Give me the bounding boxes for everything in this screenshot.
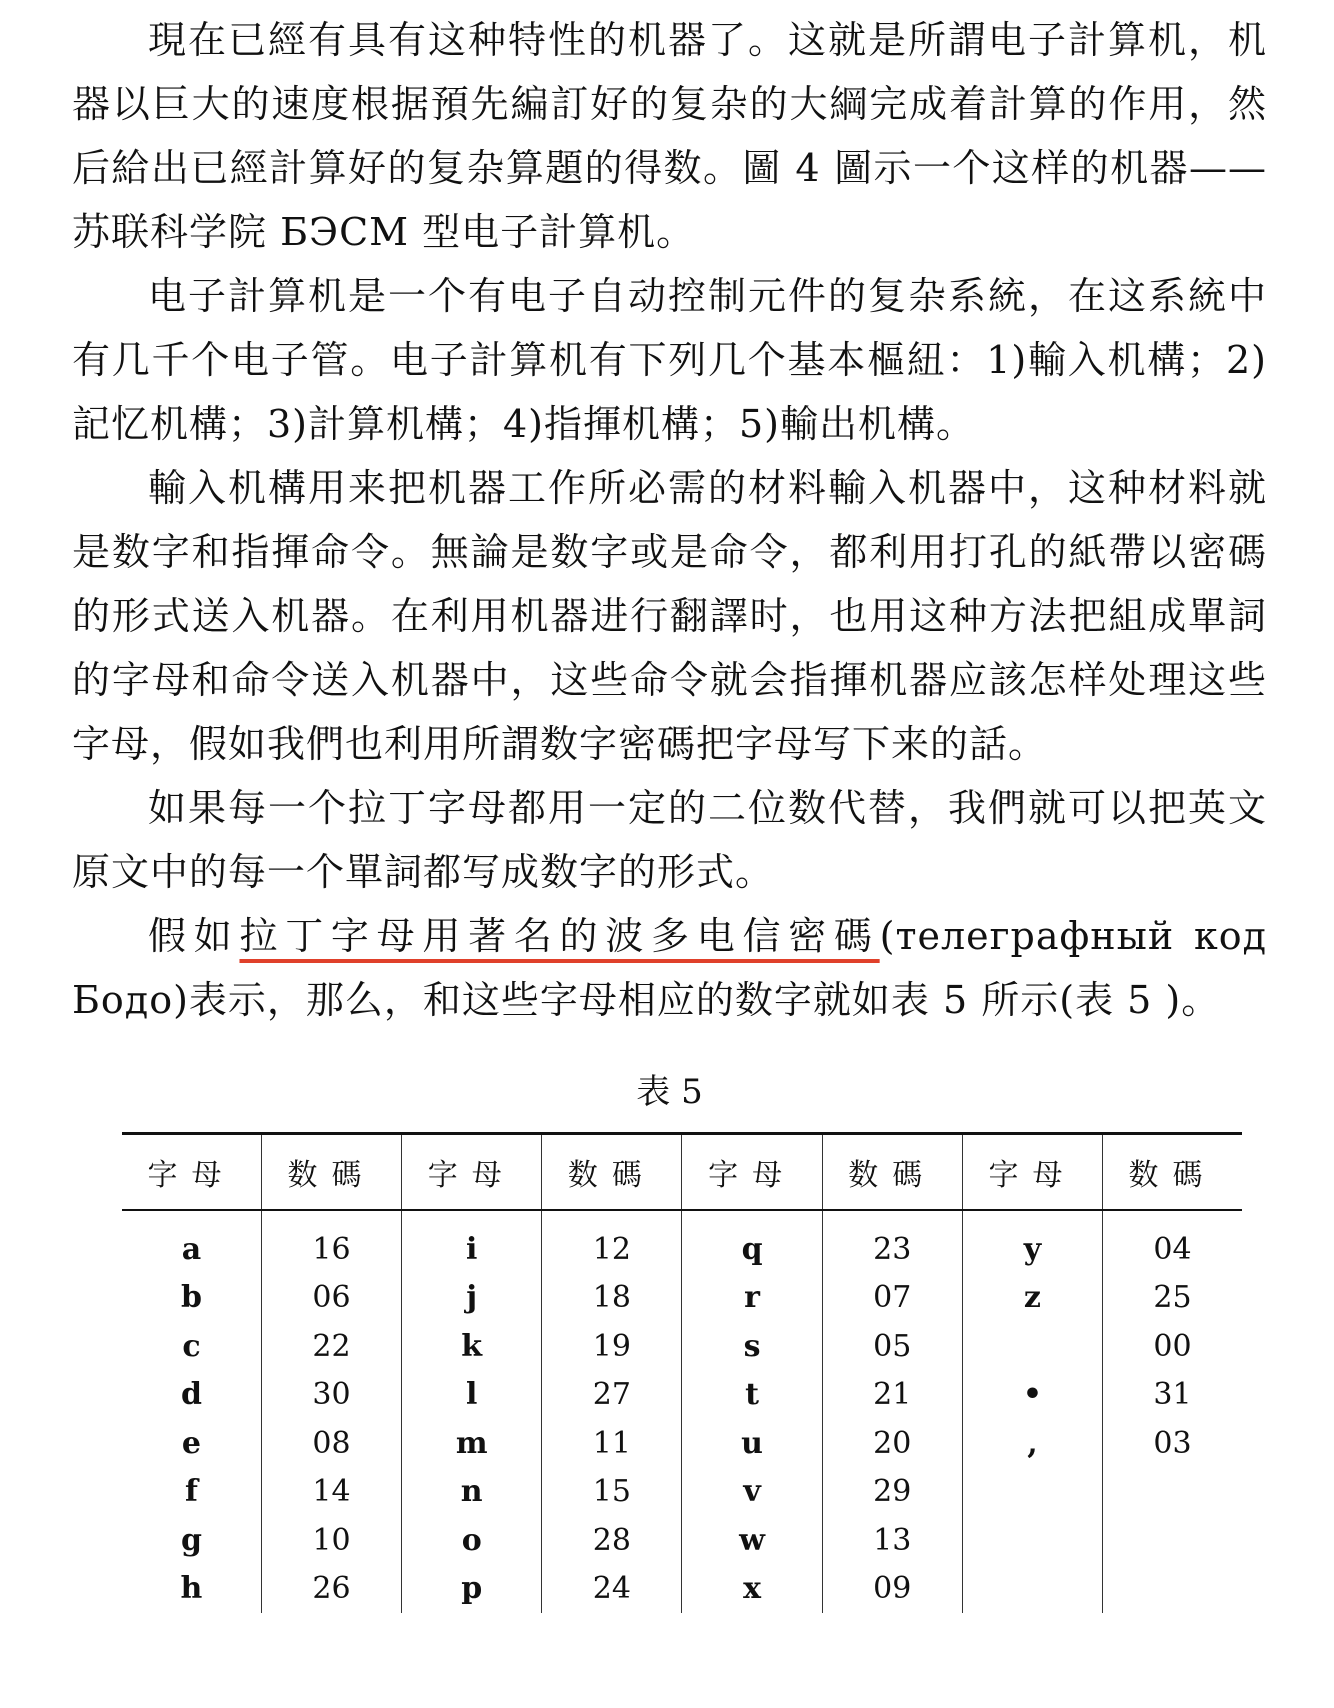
table-row <box>122 1371 1242 1420</box>
header-code: 数碼 <box>822 1134 962 1211</box>
letter-cell: c <box>122 1322 261 1371</box>
code-cell <box>1103 1468 1242 1517</box>
letter-cell: x <box>682 1565 822 1614</box>
code-cell: 11 <box>542 1419 682 1468</box>
letter-cell: p <box>402 1565 542 1614</box>
code-cell: 05 <box>822 1322 962 1371</box>
table-row <box>122 1322 1242 1371</box>
code-cell: 29 <box>822 1468 962 1517</box>
header-letter: 字母 <box>682 1134 822 1211</box>
header-letter: 字母 <box>402 1134 542 1211</box>
paragraph-5-before: 假如 <box>148 914 240 958</box>
header-code: 数碼 <box>542 1134 682 1211</box>
code-cell <box>1103 1565 1242 1614</box>
letter-cell: k <box>402 1322 542 1371</box>
letter-cell: a <box>122 1210 261 1274</box>
table-caption: 表 5 <box>636 1072 703 1112</box>
code-cell: 14 <box>261 1468 401 1517</box>
letter-cell: v <box>682 1468 822 1517</box>
paragraph-5 <box>72 904 1267 1032</box>
code-cell: 00 <box>1153 1328 1192 1364</box>
document-page <box>72 8 1267 1613</box>
letter-cell: q <box>682 1210 822 1274</box>
letter-cell <box>962 1468 1102 1517</box>
letter-cell: y <box>962 1210 1102 1274</box>
table-header-row <box>122 1134 1242 1211</box>
letter-cell: z <box>962 1274 1102 1323</box>
code-cell: 06 <box>261 1274 401 1323</box>
letter-cell: j <box>402 1274 542 1323</box>
letter-cell: i <box>402 1210 542 1274</box>
code-cell: 09 <box>822 1565 962 1614</box>
letter-cell: w <box>682 1516 822 1565</box>
code-cell: 25 <box>1153 1280 1192 1316</box>
code-cell: 19 <box>542 1322 682 1371</box>
table-row <box>122 1419 1242 1468</box>
letter-cell: l <box>402 1371 542 1420</box>
paragraph-3: 輸入机構用来把机器工作所必需的材料輸入机器中，这种材料就是数字和指揮命令。無論是数字或是命令，都利用打孔的紙帶以密碼的形式送入机器。在利用机器进行翻譯时，也用这种方法把組成單詞的字母和命令送入机器中，这些命令就会指揮机器应該怎样处理这些字母，假如我們也利用所謂数字密碼把字母写下来的話。 <box>72 466 1267 766</box>
underlined-phrase: 拉丁字母用著名的波多电信密碼 <box>239 914 880 958</box>
letter-cell: t <box>682 1371 822 1420</box>
code-cell: 20 <box>822 1419 962 1468</box>
table-body <box>122 1210 1242 1613</box>
code-cell: 18 <box>542 1274 682 1323</box>
header-code: 数碼 <box>1128 1158 1217 1193</box>
code-cell: 24 <box>542 1565 682 1614</box>
letter-cell: g <box>122 1516 261 1565</box>
letter-cell: s <box>682 1322 822 1371</box>
code-cell: 31 <box>1153 1377 1192 1413</box>
letter-cell <box>962 1322 1102 1371</box>
baudot-code-table <box>122 1132 1242 1613</box>
letter-cell: f <box>122 1468 261 1517</box>
table-row <box>122 1516 1242 1565</box>
table-row <box>122 1565 1242 1614</box>
letter-cell: h <box>122 1565 261 1614</box>
code-cell: 23 <box>822 1210 962 1274</box>
code-cell: 13 <box>822 1516 962 1565</box>
letter-cell: m <box>402 1419 542 1468</box>
letter-cell: e <box>122 1419 261 1468</box>
header-letter: 字母 <box>962 1134 1102 1211</box>
code-cell: 16 <box>261 1210 401 1274</box>
paragraph-5-after: (телеграфный код Бодо)表示，那么，和这些字母相应的数字就如表 5 所示(表 5 )。 <box>72 914 1267 1022</box>
code-cell: 07 <box>822 1274 962 1323</box>
letter-cell <box>962 1516 1102 1565</box>
code-cell: 26 <box>261 1565 401 1614</box>
code-cell: 27 <box>542 1371 682 1420</box>
code-cell: 15 <box>542 1468 682 1517</box>
table-row <box>122 1274 1242 1323</box>
letter-cell: , <box>962 1419 1102 1468</box>
paragraph-2: 电子計算机是一个有电子自动控制元件的复杂系統，在这系統中有几千个电子管。电子計算机有下列几个基本樞紐：1)輸入机構；2)記忆机構；3)計算机構；4)指揮机構；5)輸出机構。 <box>72 274 1267 446</box>
code-cell: 30 <box>261 1371 401 1420</box>
letter-cell: d <box>122 1371 261 1420</box>
code-cell: 12 <box>542 1210 682 1274</box>
code-cell: 21 <box>822 1371 962 1420</box>
letter-cell: r <box>682 1274 822 1323</box>
letter-cell <box>962 1565 1102 1614</box>
code-cell <box>1103 1516 1242 1565</box>
table-row <box>122 1210 1242 1274</box>
letter-cell: b <box>122 1274 261 1323</box>
letter-cell: n <box>402 1468 542 1517</box>
code-cell: 10 <box>261 1516 401 1565</box>
paragraph-1: 現在已經有具有这种特性的机器了。这就是所謂电子計算机，机器以巨大的速度根据預先編訂好的复杂的大綱完成着計算的作用，然后給出已經計算好的复杂算題的得数。圖 4 圖示一个这样的机器——苏联科学院 БЭСМ 型电子計算机。 <box>72 18 1267 254</box>
table-row <box>122 1468 1242 1517</box>
letter-cell: • <box>962 1371 1102 1420</box>
header-code: 数碼 <box>261 1134 401 1211</box>
code-cell: 22 <box>261 1322 401 1371</box>
letter-cell: u <box>682 1419 822 1468</box>
code-cell: 03 <box>1153 1425 1192 1461</box>
header-letter: 字母 <box>122 1134 261 1211</box>
letter-cell: o <box>402 1516 542 1565</box>
paragraph-4: 如果每一个拉丁字母都用一定的二位数代替，我們就可以把英文原文中的每一个單詞都写成数字的形式。 <box>72 786 1267 894</box>
code-cell: 08 <box>261 1419 401 1468</box>
code-cell: 28 <box>542 1516 682 1565</box>
code-cell: 04 <box>1153 1231 1192 1267</box>
